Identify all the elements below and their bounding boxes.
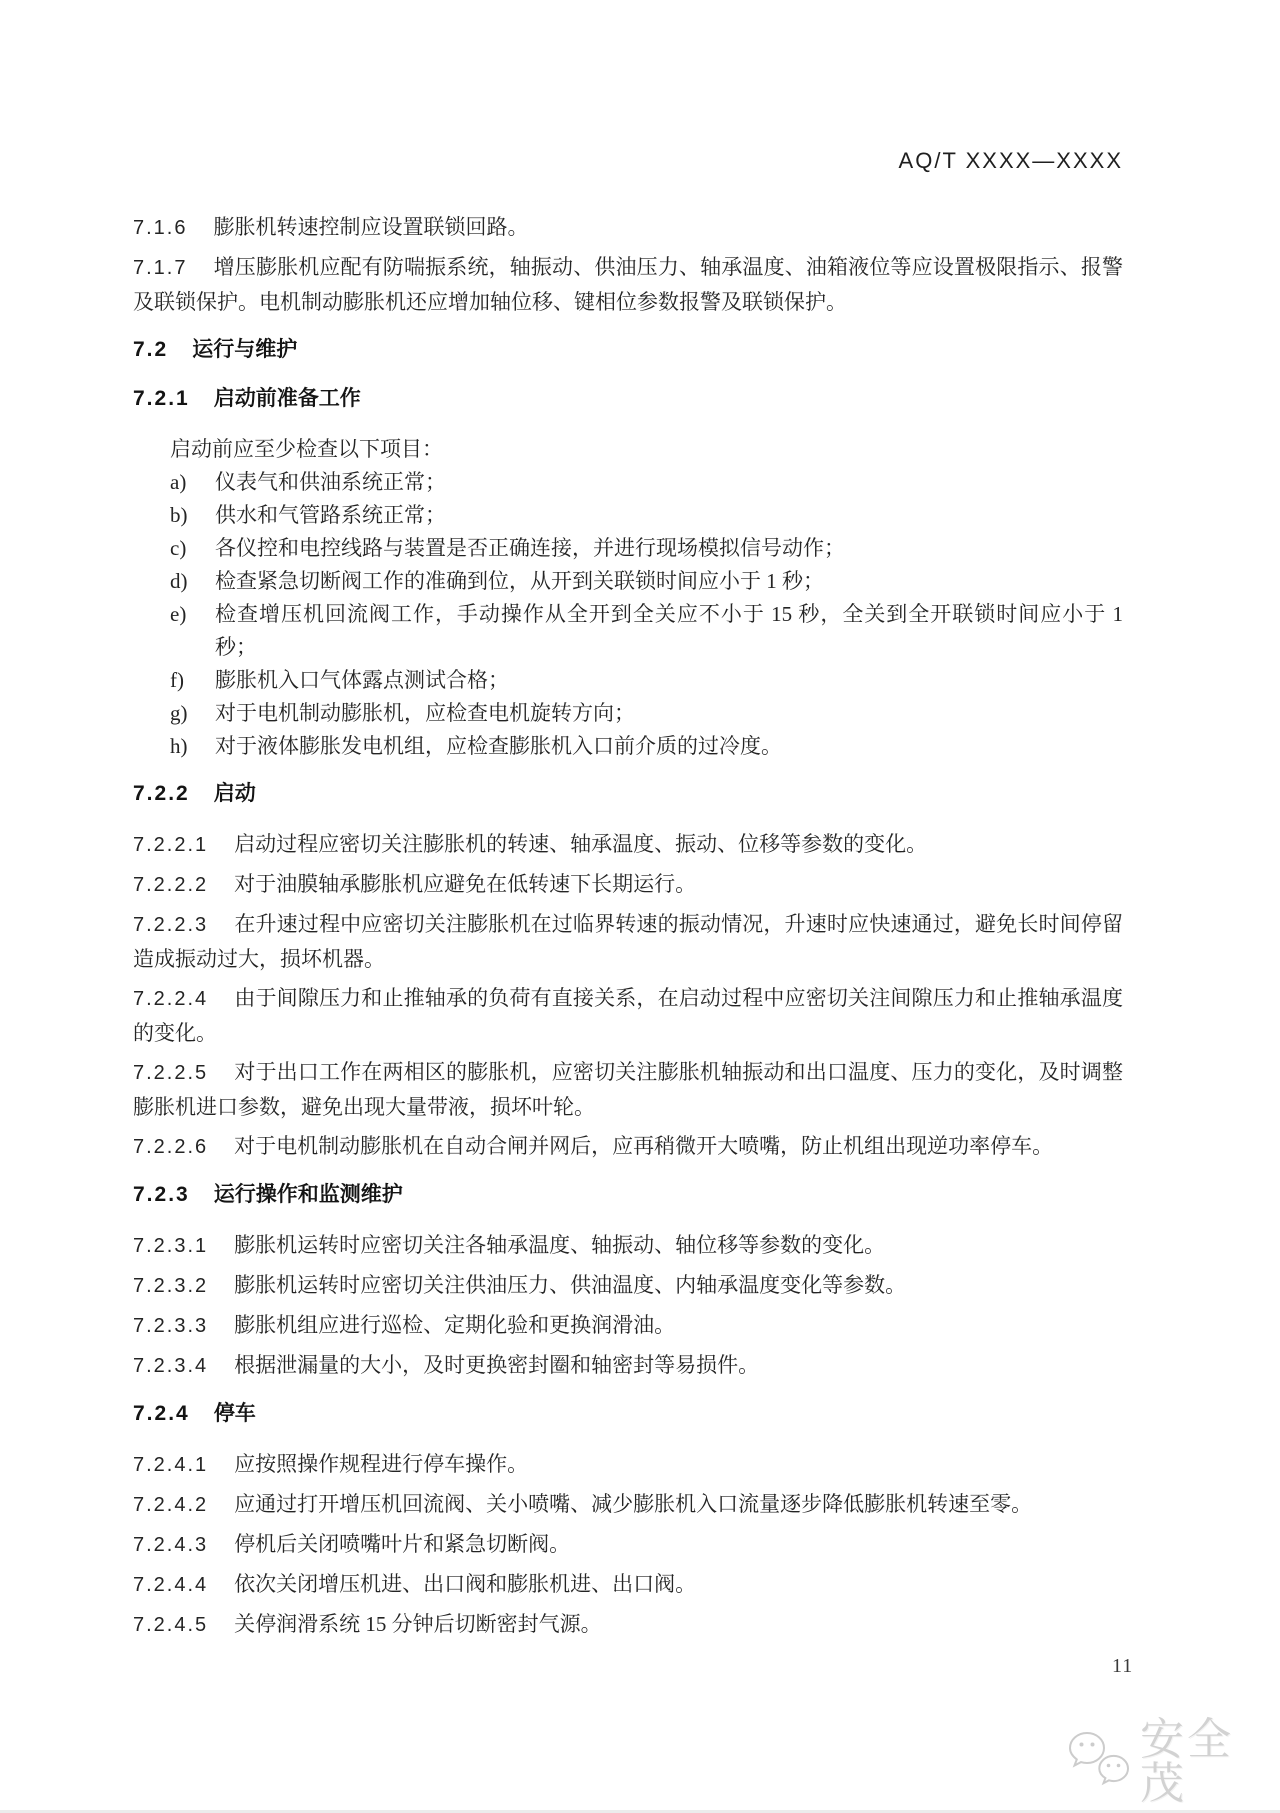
heading-7-2-1 (133, 383, 1123, 415)
list-item-text: 膨胀机入口气体露点测试合格； (215, 668, 509, 692)
clause-number: 7.2.4.5 (133, 1614, 209, 1636)
list-item-text: 对于液体膨胀发电机组，应检查膨胀机入口前介质的过冷度。 (215, 734, 782, 758)
clause-number: 7.2.4.2 (133, 1494, 209, 1516)
list-item-text: 检查紧急切断阀工作的准确到位，从开到关联锁时间应小于 1 秒； (215, 569, 824, 593)
list-item-text: 检查增压机回流阀工作，手动操作从全开到全关应不小于 15 秒，全关到全开联锁时间应小于 1 秒； (215, 602, 1123, 659)
clause-7-1-7 (133, 250, 1123, 319)
clause-text: 根据泄漏量的大小，及时更换密封圈和轴密封等易损件。 (234, 1353, 760, 1377)
clause-text: 膨胀机运转时应密切关注各轴承温度、轴振动、轴位移等参数的变化。 (234, 1233, 886, 1257)
clause-number: 7.2.2.5 (133, 1062, 209, 1084)
watermark (1066, 1715, 1280, 1808)
intro-paragraph: 启动前应至少检查以下项目： (170, 437, 443, 461)
clause-text: 由于间隙压力和止推轴承的负荷有直接关系，在启动过程中应密切关注间隙压力和止推轴承温度的变化。 (133, 986, 1123, 1045)
clause-7-2-2-1 (133, 827, 1123, 862)
clause-7-2-3-2 (133, 1268, 1123, 1303)
clause-number: 7.2.2.4 (133, 988, 209, 1010)
heading-text: 运行与维护 (192, 338, 298, 361)
page-number: 11 (1112, 1655, 1134, 1677)
list-item-label: e) (170, 602, 187, 626)
list-item-label: a) (170, 470, 187, 494)
clause-number: 7.2.4.3 (133, 1534, 209, 1556)
clause-7-2-4-2 (133, 1487, 1123, 1522)
list-item-text: 对于电机制动膨胀机，应检查电机旋转方向； (215, 701, 635, 725)
clause-number: 7.2.2.3 (133, 914, 209, 936)
clause-text: 对于电机制动膨胀机在自动合闸并网后，应再稍微开大喷嘴，防止机组出现逆功率停车。 (234, 1134, 1054, 1158)
clause-text: 应通过打开增压机回流阀、关小喷嘴、减少膨胀机入口流量逐步降低膨胀机转速至零。 (234, 1492, 1033, 1516)
clause-text: 增压膨胀机应配有防喘振系统，轴振动、供油压力、轴承温度、油箱液位等应设置极限指示、报警及联锁保护。电机制动膨胀机还应增加轴位移、键相位参数报警及联锁保护。 (133, 255, 1123, 314)
clause-7-2-2-4 (133, 981, 1123, 1050)
heading-7-2-2 (133, 778, 1123, 810)
heading-text: 运行操作和监测维护 (213, 1183, 403, 1206)
list-item-c (133, 532, 1123, 565)
clause-7-2-2-2 (133, 867, 1123, 902)
clause-7-2-4-3 (133, 1527, 1123, 1562)
clause-number: 7.2.2.6 (133, 1136, 209, 1158)
clause-text: 对于出口工作在两相区的膨胀机，应密切关注膨胀机轴振动和出口温度、压力的变化，及时调整膨胀机进口参数，避免出现大量带液，损坏叶轮。 (133, 1060, 1123, 1119)
clause-text: 依次关闭增压机进、出口阀和膨胀机进、出口阀。 (234, 1572, 697, 1596)
heading-number: 7.2 (133, 338, 169, 361)
clause-number: 7.2.2.1 (133, 834, 209, 856)
heading-7-2 (133, 334, 1123, 366)
heading-7-2-4 (133, 1398, 1123, 1430)
clause-text: 应按照操作规程进行停车操作。 (234, 1452, 529, 1476)
list-item-f (133, 664, 1123, 697)
list-item-text: 仪表气和供油系统正常； (215, 470, 446, 494)
clause-7-2-3-3 (133, 1308, 1123, 1343)
clause-number: 7.2.3.4 (133, 1355, 209, 1377)
document-code: AQ/T XXXX—XXXX (898, 148, 1123, 173)
wechat-chat-bubbles-icon (1066, 1731, 1132, 1794)
list-item-text: 各仪控和电控线路与装置是否正确连接，并进行现场模拟信号动作； (215, 536, 845, 560)
clause-text: 关停润滑系统 15 分钟后切断密封气源。 (234, 1612, 602, 1636)
watermark-text: 安全茂 (1140, 1715, 1234, 1808)
clause-7-2-3-4 (133, 1348, 1123, 1383)
clause-7-1-6 (133, 210, 1123, 245)
list-item-h (133, 730, 1123, 763)
heading-text: 停车 (213, 1402, 256, 1425)
list-item-d (133, 565, 1123, 598)
clause-text: 膨胀机组应进行巡检、定期化验和更换润滑油。 (234, 1313, 676, 1337)
clause-number: 7.1.6 (133, 217, 188, 239)
clause-number: 7.2.3.3 (133, 1315, 209, 1337)
clause-number: 7.2.3.1 (133, 1235, 209, 1257)
heading-number: 7.2.4 (133, 1402, 190, 1425)
list-item-text: 供水和气管路系统正常； (215, 503, 446, 527)
heading-number: 7.2.3 (133, 1183, 190, 1206)
clause-number: 7.2.2.2 (133, 874, 209, 896)
clause-text: 对于油膜轴承膨胀机应避免在低转速下长期运行。 (234, 872, 697, 896)
clause-7-2-4-4 (133, 1567, 1123, 1602)
clause-7-2-2-3 (133, 907, 1123, 976)
heading-text: 启动前准备工作 (213, 387, 361, 410)
clause-7-2-4-1 (133, 1447, 1123, 1482)
heading-7-2-3 (133, 1179, 1123, 1211)
clause-7-2-4-5 (133, 1607, 1123, 1642)
clause-7-2-2-6 (133, 1129, 1123, 1164)
clause-text: 膨胀机转速控制应设置联锁回路。 (213, 215, 529, 239)
list-item-e (133, 598, 1123, 664)
list-item-label: h) (170, 734, 188, 758)
clause-7-2-3-1 (133, 1228, 1123, 1263)
clause-text: 停机后关闭喷嘴叶片和紧急切断阀。 (234, 1532, 571, 1556)
clause-number: 7.2.4.1 (133, 1454, 209, 1476)
document-body (133, 148, 1123, 1647)
list-item-b (133, 499, 1123, 532)
list-item-label: c) (170, 536, 187, 560)
list-item-a (133, 466, 1123, 499)
clause-number: 7.1.7 (133, 257, 188, 279)
clause-text: 膨胀机运转时应密切关注供油压力、供油温度、内轴承温度变化等参数。 (234, 1273, 907, 1297)
list-item-g (133, 697, 1123, 730)
list-item-label: b) (170, 503, 188, 527)
list-item-label: d) (170, 569, 188, 593)
list-item-label: f) (170, 668, 184, 692)
clause-7-2-2-5 (133, 1055, 1123, 1124)
clause-number: 7.2.4.4 (133, 1574, 209, 1596)
heading-number: 7.2.2 (133, 782, 190, 805)
heading-text: 启动 (213, 782, 256, 805)
clause-text: 启动过程应密切关注膨胀机的转速、轴承温度、振动、位移等参数的变化。 (234, 832, 928, 856)
clause-number: 7.2.3.2 (133, 1275, 209, 1297)
clause-text: 在升速过程中应密切关注膨胀机在过临界转速的振动情况，升速时应快速通过，避免长时间停留造成振动过大，损坏机器。 (133, 912, 1123, 971)
list-item-label: g) (170, 701, 188, 725)
heading-number: 7.2.1 (133, 387, 190, 410)
